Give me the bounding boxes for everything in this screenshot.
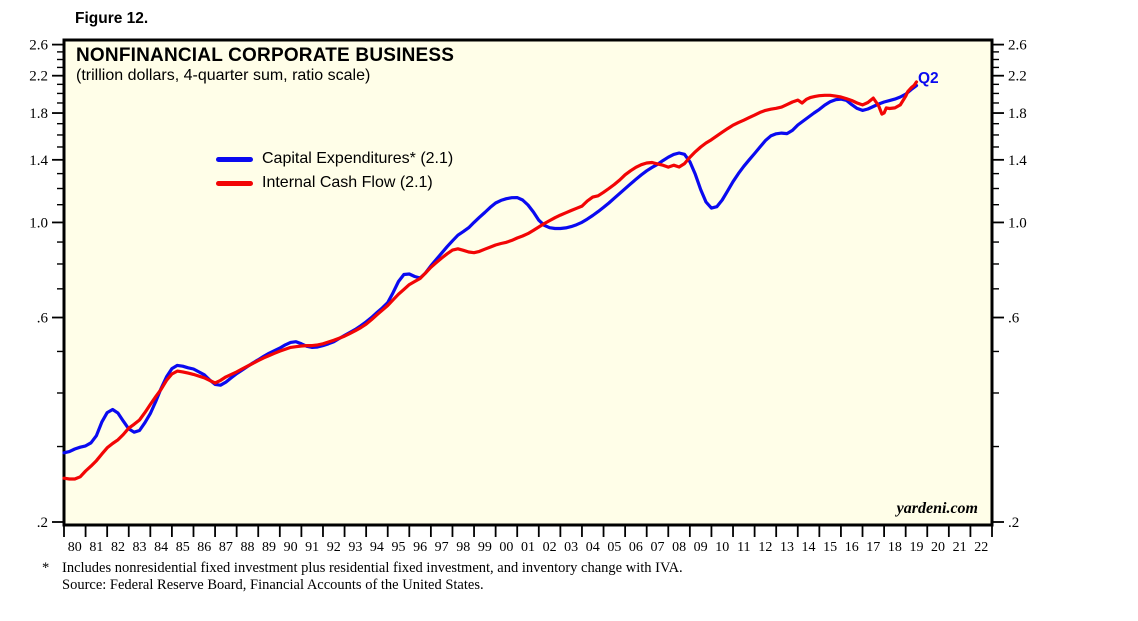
x-tick-label: 91 (305, 540, 320, 555)
x-tick-label: 20 (931, 540, 946, 555)
chart-title: NONFINANCIAL CORPORATE BUSINESS (76, 45, 455, 66)
x-tick-label: 17 (866, 540, 881, 555)
x-tick-label: 13 (779, 540, 794, 555)
x-tick-label: 99 (477, 540, 492, 555)
x-tick-label: 19 (909, 540, 924, 555)
y-tick-label-right: 2.2 (1008, 68, 1027, 85)
x-tick-label: 90 (283, 540, 298, 555)
footnote-line2: Source: Federal Reserve Board, Financial Accounts of the United States. (62, 577, 484, 593)
y-tick-label-right: 1.4 (1008, 152, 1027, 169)
y-tick-label-left: .2 (36, 515, 48, 531)
x-tick-label: 08 (672, 540, 687, 555)
y-tick-label-right: 1.0 (1008, 215, 1027, 232)
x-tick-label: 04 (585, 540, 600, 555)
footnote-body (42, 560, 683, 594)
x-tick-label: 22 (974, 540, 989, 555)
legend (216, 147, 453, 195)
footnote-line1: Includes nonresidential fixed investment plus residential fixed investment, and inventory change with IVA. (62, 560, 683, 576)
x-tick-label: 84 (154, 540, 169, 555)
x-tick-label: 05 (607, 540, 622, 555)
y-tick-label-left: 1.4 (29, 152, 48, 169)
x-tick-label: 07 (650, 540, 665, 555)
y-tick-label-left: 2.6 (29, 37, 48, 54)
y-tick-label-left: 1.8 (29, 106, 48, 123)
y-tick-label-left: .6 (36, 310, 48, 327)
x-tick-label: 88 (240, 540, 255, 555)
x-tick-label: 02 (542, 540, 557, 555)
x-tick-label: 82 (110, 540, 125, 555)
legend-label-capex: Capital Expenditures* (2.1) (262, 150, 454, 167)
x-tick-label: 95 (391, 540, 406, 555)
footnote-asterisk: * (42, 560, 50, 576)
x-tick-label: 15 (823, 540, 838, 555)
y-tick-label-left: 2.2 (29, 68, 48, 85)
x-tick-label: 21 (952, 540, 967, 555)
x-tick-label: 98 (456, 540, 471, 555)
cash-flow-line-swatch (216, 181, 253, 186)
plot-area (64, 40, 992, 525)
footnote (42, 560, 683, 594)
legend-item-capital-expenditures (216, 147, 453, 171)
x-tick-label: 06 (628, 540, 643, 555)
x-tick-label: 80 (67, 540, 82, 555)
x-tick-label: 00 (499, 540, 514, 555)
x-tick-label: 87 (218, 540, 233, 555)
x-tick-label: 93 (348, 540, 363, 555)
x-tick-label: 97 (434, 540, 449, 555)
yardeni-watermark: yardeni.com (896, 500, 978, 517)
x-tick-label: 89 (262, 540, 277, 555)
x-tick-label: 09 (693, 540, 708, 555)
x-tick-label: 16 (844, 540, 859, 555)
capex-line-swatch (216, 157, 253, 162)
x-tick-label: 83 (132, 540, 147, 555)
legend-item-internal-cash-flow (216, 171, 453, 195)
figure-caption: Figure 12. (75, 10, 149, 27)
x-tick-label: 96 (413, 540, 428, 555)
x-tick-label: 85 (175, 540, 190, 555)
legend-label-cash-flow: Internal Cash Flow (2.1) (262, 174, 433, 191)
x-tick-label: 10 (715, 540, 730, 555)
y-tick-label-right: .2 (1008, 515, 1020, 531)
q2-annotation: Q2 (918, 70, 939, 87)
y-tick-label-left: 1.0 (29, 215, 48, 232)
y-tick-label-right: .6 (1008, 310, 1020, 327)
chart-subtitle: (trillion dollars, 4-quarter sum, ratio scale) (76, 67, 371, 84)
x-tick-label: 86 (197, 540, 212, 555)
x-tick-label: 81 (89, 540, 104, 555)
x-tick-label: 94 (369, 540, 384, 555)
x-tick-label: 11 (737, 540, 751, 555)
x-tick-label: 01 (521, 540, 535, 555)
y-tick-label-right: 1.8 (1008, 106, 1027, 123)
x-tick-label: 14 (801, 540, 816, 555)
x-tick-label: 18 (887, 540, 902, 555)
x-tick-label: 92 (326, 540, 341, 555)
x-tick-label: 12 (758, 540, 773, 555)
y-tick-label-right: 2.6 (1008, 37, 1027, 54)
x-tick-label: 03 (564, 540, 579, 555)
